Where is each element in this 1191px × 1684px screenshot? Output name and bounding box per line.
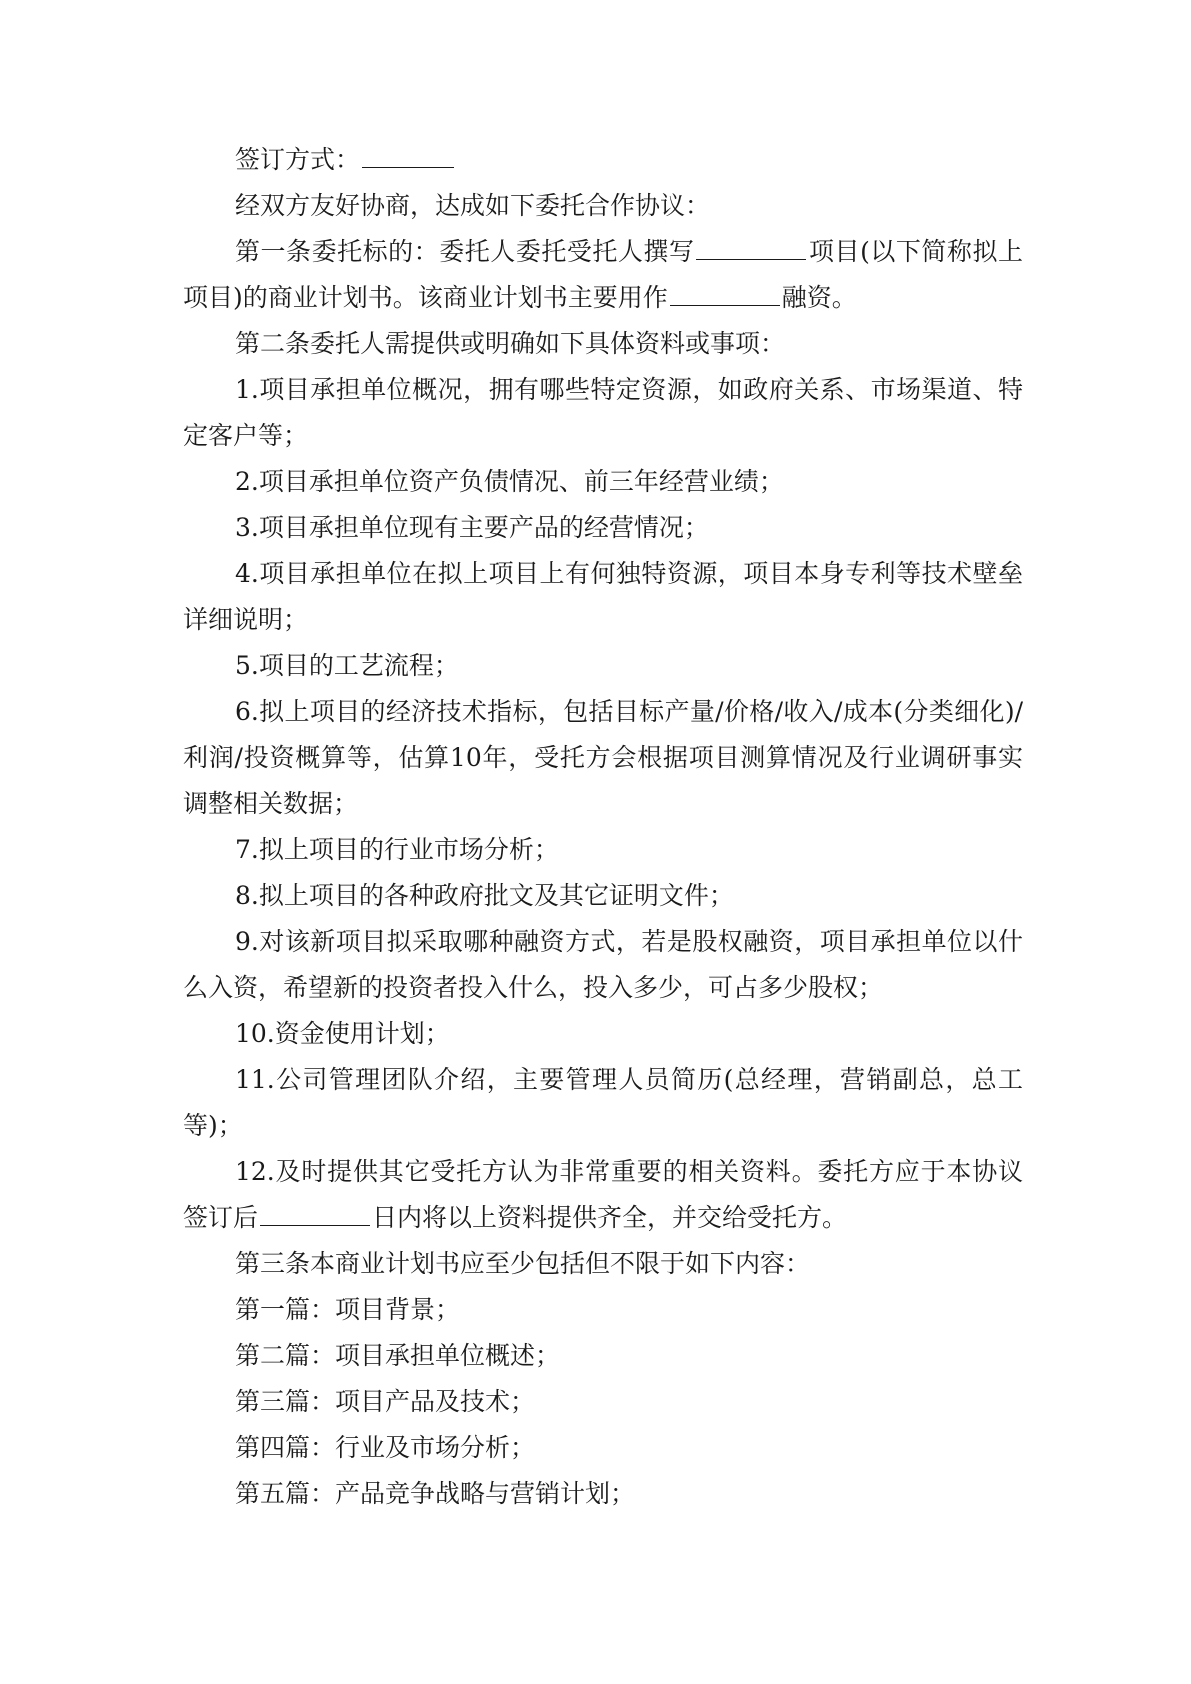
text-segment: 签订方式： xyxy=(235,145,361,174)
text-segment: 项目(以下简称拟上项目)的商业计划书。该商业计划书主要用作 xyxy=(183,237,1023,312)
paragraph-item-11 xyxy=(183,1057,1023,1149)
text-segment: 4.项目承担单位在拟上项目上有何独特资源，项目本身专利等技术壁垒详细说明； xyxy=(183,559,1023,634)
text-segment: 经双方友好协商，达成如下委托合作协议： xyxy=(235,191,711,220)
text-segment: 第一条委托标的：委托人委托受托人撰写 xyxy=(235,237,695,266)
text-segment: 2.项目承担单位资产负债情况、前三年经营业绩； xyxy=(235,467,784,496)
text-segment: 第二篇：项目承担单位概述； xyxy=(235,1341,561,1370)
paragraph-sign-method xyxy=(183,137,1023,183)
blank-fill-line xyxy=(362,141,454,168)
paragraph-chapter-4 xyxy=(183,1425,1023,1471)
text-segment: 7.拟上项目的行业市场分析； xyxy=(235,835,559,864)
paragraph-article-1 xyxy=(183,229,1023,321)
text-segment: 3.项目承担单位现有主要产品的经营情况； xyxy=(235,513,709,542)
paragraph-item-9 xyxy=(183,919,1023,1011)
paragraph-item-8 xyxy=(183,873,1023,919)
text-segment: 融资。 xyxy=(781,283,857,312)
text-segment: 10.资金使用计划； xyxy=(235,1019,450,1048)
paragraph-item-2 xyxy=(183,459,1023,505)
paragraph-chapter-1 xyxy=(183,1287,1023,1333)
paragraph-item-7 xyxy=(183,827,1023,873)
paragraph-chapter-2 xyxy=(183,1333,1023,1379)
paragraph-item-6 xyxy=(183,689,1023,827)
text-segment: 第三篇：项目产品及技术； xyxy=(235,1387,536,1416)
text-segment: 第二条委托人需提供或明确如下具体资料或事项： xyxy=(235,329,786,358)
paragraph-chapter-3 xyxy=(183,1379,1023,1425)
text-segment: 6.拟上项目的经济技术指标，包括目标产量/价格/收入/成本(分类细化)/利润/投资概算等，估算10年，受托方会根据项目测算情况及行业调研事实调整相关数据； xyxy=(183,697,1023,818)
text-segment: 9.对该新项目拟采取哪种融资方式，若是股权融资，项目承担单位以什么入资，希望新的投资者投入什么，投入多少，可占多少股权； xyxy=(183,927,1023,1002)
text-segment: 5.项目的工艺流程； xyxy=(235,651,459,680)
document-body xyxy=(183,137,1023,1517)
paragraph-item-12 xyxy=(183,1149,1023,1241)
text-segment: 12.及时提供其它受托方认为非常重要的相关资料。委托方应于本协议签订后 xyxy=(183,1157,1023,1232)
text-segment: 11.公司管理团队介绍，主要管理人员简历(总经理，营销副总，总工等)； xyxy=(183,1065,1023,1140)
text-segment: 第四篇：行业及市场分析； xyxy=(235,1433,536,1462)
text-segment: 第五篇：产品竞争战略与营销计划； xyxy=(235,1479,636,1508)
paragraph-article-3 xyxy=(183,1241,1023,1287)
paragraph-item-4 xyxy=(183,551,1023,643)
paragraph-item-5 xyxy=(183,643,1023,689)
text-segment: 第一篇：项目背景； xyxy=(235,1295,461,1324)
text-segment: 第三条本商业计划书应至少包括但不限于如下内容： xyxy=(235,1249,811,1278)
paragraph-article-2 xyxy=(183,321,1023,367)
paragraph-item-3 xyxy=(183,505,1023,551)
text-segment: 日内将以上资料提供齐全，并交给受托方。 xyxy=(372,1203,848,1232)
text-segment: 8.拟上项目的各种政府批文及其它证明文件； xyxy=(235,881,734,910)
paragraph-chapter-5 xyxy=(183,1471,1023,1517)
blank-fill-line xyxy=(670,279,780,306)
text-segment: 1.项目承担单位概况，拥有哪些特定资源，如政府关系、市场渠道、特定客户等； xyxy=(183,375,1023,450)
blank-fill-line xyxy=(696,233,806,260)
blank-fill-line xyxy=(260,1199,370,1226)
paragraph-agreement xyxy=(183,183,1023,229)
paragraph-item-10 xyxy=(183,1011,1023,1057)
paragraph-item-1 xyxy=(183,367,1023,459)
